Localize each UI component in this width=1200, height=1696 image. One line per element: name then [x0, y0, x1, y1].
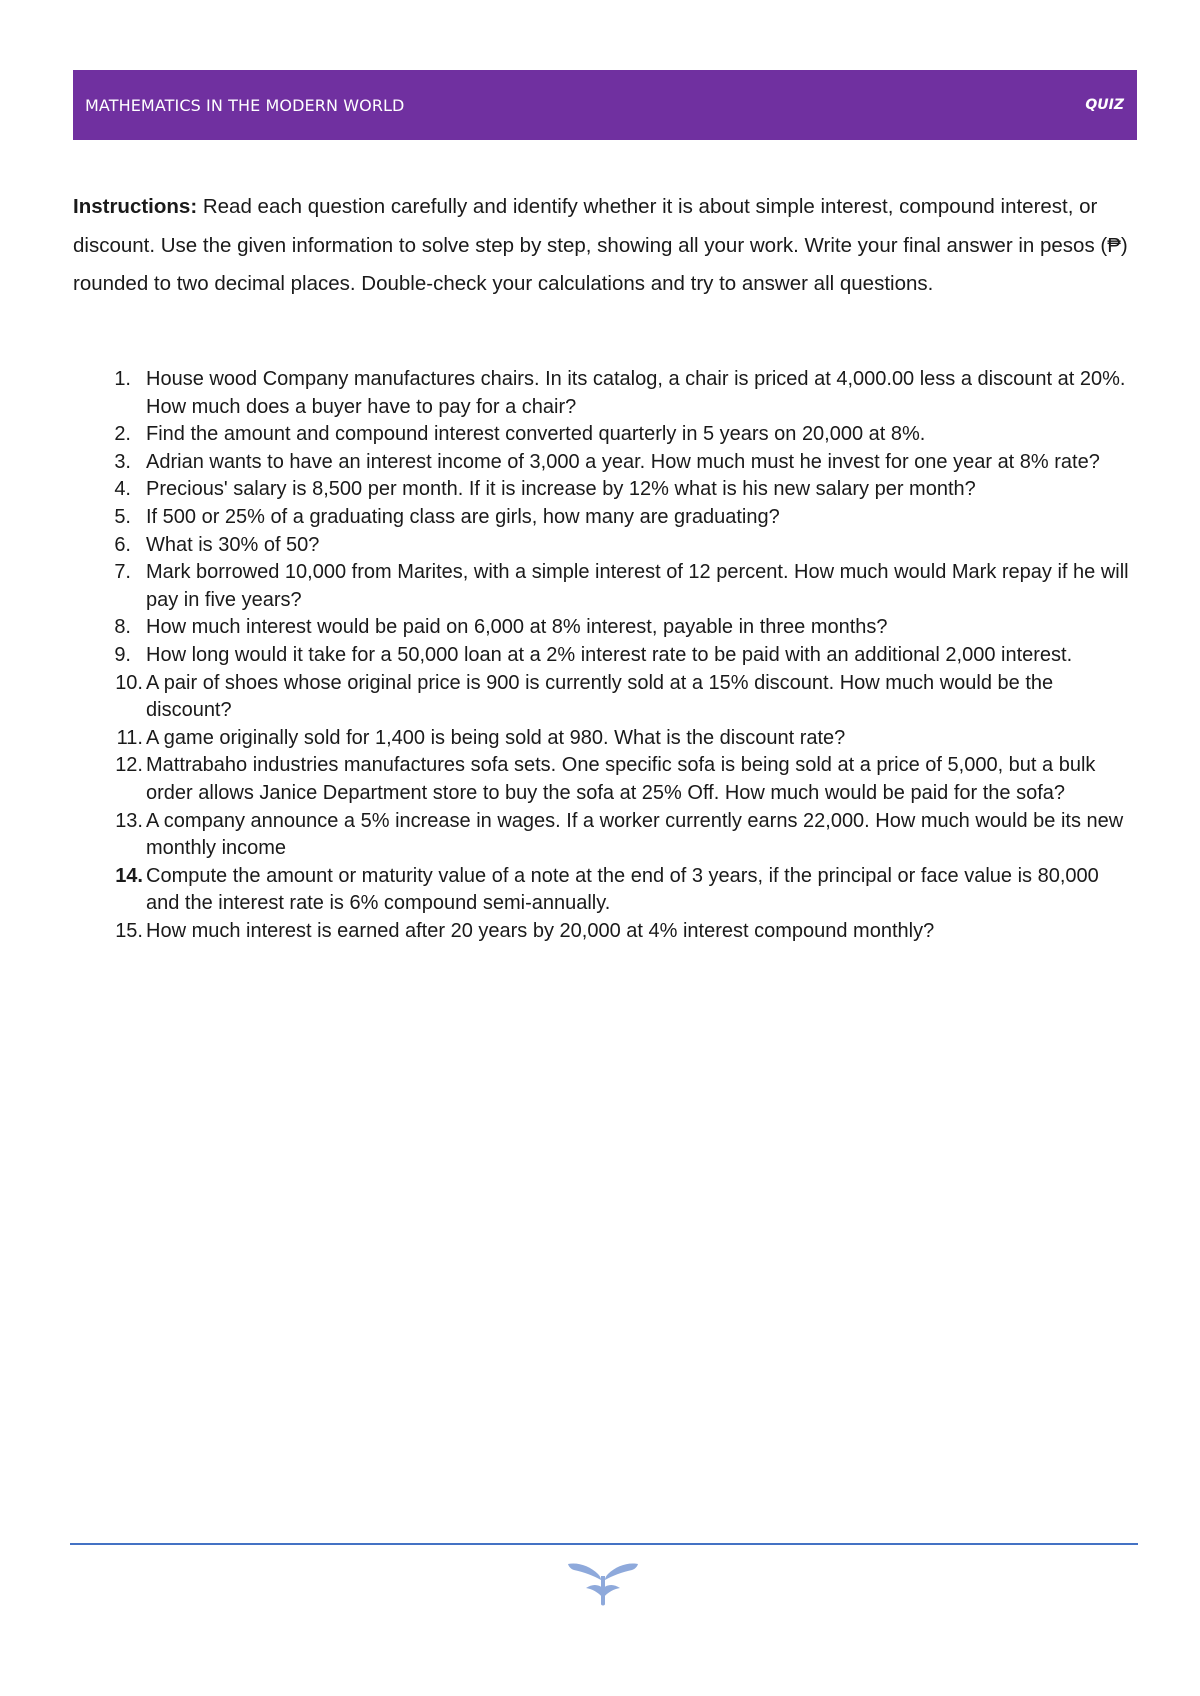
- list-item: [73, 421, 1137, 449]
- question-number: 14.: [115, 864, 143, 887]
- question-text: How long would it take for a 50,000 loan at a 2% interest rate to be paid with an additional 2,000 interest.: [146, 643, 1073, 666]
- list-item: [73, 614, 1137, 642]
- list-item: [73, 725, 1137, 753]
- question-text: House wood Company manufactures chairs. In its catalog, a chair is priced at 4,000.00 less a discount at 20%. How much does a buyer have to pay for a chair?: [146, 368, 1126, 418]
- list-item: [73, 449, 1137, 477]
- question-text: Precious' salary is 8,500 per month. If it is increase by 12% what is his new salary per month?: [146, 478, 976, 501]
- question-text: How much interest would be paid on 6,000 at 8% interest, payable in three months?: [146, 616, 888, 639]
- question-number: 15.: [115, 919, 143, 942]
- question-number: 2.: [114, 423, 131, 446]
- list-item: [73, 752, 1137, 807]
- question-text: If 500 or 25% of a graduating class are girls, how many are graduating?: [146, 505, 780, 528]
- list-item: [73, 532, 1137, 560]
- instructions-paragraph: [73, 188, 1137, 304]
- header-band: [73, 70, 1137, 140]
- question-number: 1.: [114, 368, 131, 390]
- question-number: 9.: [114, 643, 131, 666]
- question-number: 3.: [114, 450, 131, 473]
- question-text: Find the amount and compound interest converted quarterly in 5 years on 20,000 at 8%.: [146, 423, 926, 446]
- question-number: 10.: [115, 671, 143, 694]
- list-item: [73, 476, 1137, 504]
- list-item: [73, 642, 1137, 670]
- question-list: [73, 366, 1137, 945]
- question-number: 11.: [116, 726, 143, 749]
- footer-divider: [70, 1543, 1138, 1545]
- question-number: 7.: [114, 561, 131, 584]
- question-number: 12.: [115, 754, 143, 777]
- question-number: 5.: [114, 505, 131, 528]
- question-number: 4.: [114, 478, 131, 501]
- question-text: A pair of shoes whose original price is 900 is currently sold at a 15% discount. How much would be the discount?: [146, 671, 1054, 722]
- question-text: Adrian wants to have an interest income of 3,000 a year. How much must he invest for one year at 8% rate?: [146, 450, 1100, 473]
- question-text: Mark borrowed 10,000 from Marites, with a simple interest of 12 percent. How much would Mark repay if he will pay in five years?: [146, 561, 1129, 611]
- list-item: [73, 559, 1137, 614]
- document-title: MATHEMATICS IN THE MODERN WORLD: [85, 95, 405, 115]
- list-item: [73, 670, 1137, 725]
- question-text: Mattrabaho industries manufactures sofa sets. One specific sofa is being sold at a price of 5,000, but a bulk order allows Janice Department store to buy the sofa at 25% Off. How much would be paid for the sofa?: [146, 754, 1096, 804]
- instructions-text: Read each question carefully and identify whether it is about simple interest, compound interest, or discount. Use the given information to solve step by step, showing all your work. Write your final answer in pesos (₱) rounded to two decimal places. Double-check your calculations and try to answer all questions.: [73, 195, 1128, 295]
- question-number: 6.: [114, 533, 131, 556]
- list-item: [73, 504, 1137, 532]
- question-text: What is 30% of 50?: [146, 533, 320, 556]
- question-text: A game originally sold for 1,400 is being sold at 980. What is the discount rate?: [146, 726, 846, 749]
- question-text: A company announce a 5% increase in wages. If a worker currently earns 22,000. How much would be its new monthly income: [146, 809, 1124, 860]
- list-item: [73, 918, 1137, 946]
- list-item: [73, 808, 1137, 863]
- list-item: [73, 366, 1137, 421]
- document-tag: QUIZ: [1085, 97, 1124, 113]
- bird-logo-icon: [566, 1558, 640, 1608]
- question-text: Compute the amount or maturity value of a note at the end of 3 years, if the principal or face value is 80,000 and the interest rate is 6% compound semi-annually.: [146, 864, 1099, 915]
- instructions-label: Instructions:: [73, 195, 198, 218]
- list-item: [73, 863, 1137, 918]
- question-text: How much interest is earned after 20 years by 20,000 at 4% interest compound monthly?: [146, 919, 935, 942]
- question-number: 8.: [114, 616, 131, 639]
- question-number: 13.: [115, 809, 143, 832]
